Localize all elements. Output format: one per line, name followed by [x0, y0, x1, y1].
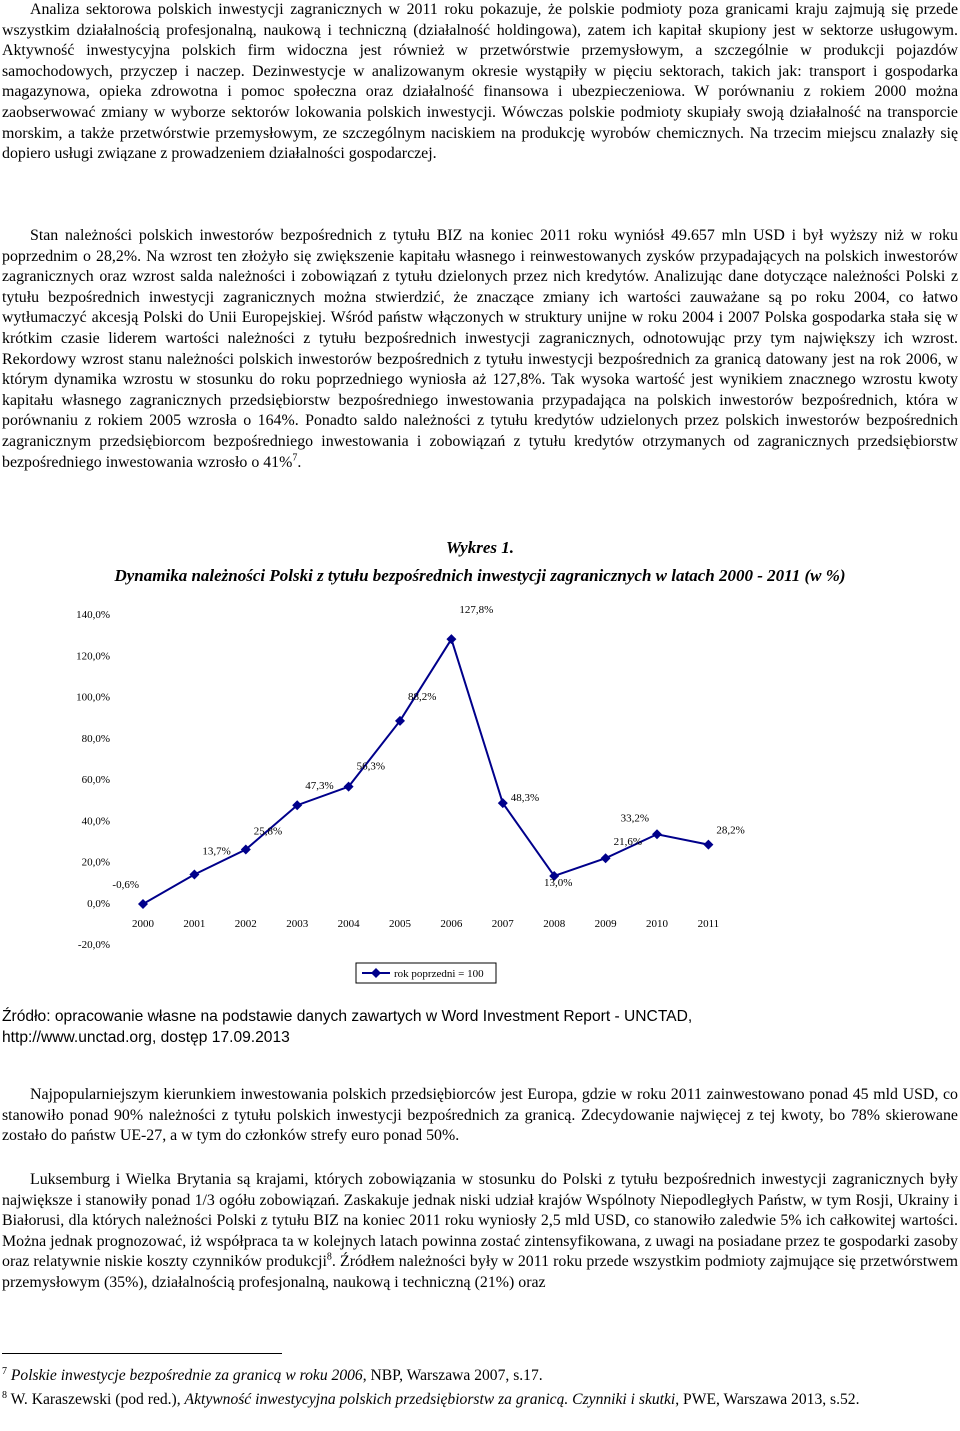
y-tick-label: 40,0%	[81, 815, 110, 828]
y-tick-label: 20,0%	[81, 856, 110, 869]
paragraph-sector-analysis	[2, 0, 958, 165]
source-line-1: Źródło: opracowanie własne na podstawie danych zawartych w Word Investment Report - UNCTAD,	[2, 1008, 693, 1025]
paragraph-text: Luksemburg i Wielka Brytania są krajami, których zobowiązania w stosunku do Polski z tytułu bezpośrednich inwestycji zagranicznych były największe i stanowiły ponad 1/3 ogółu zobowiązań. Zaskakuje jednak niski udział krajów Wspólnoty Niepodległych Państw, w tym Rosji, Ukrainy i Białorusi, dla których należności Polski z tytułu BIZ na koniec 2011 roku wyniosły 2,5 mld USD, co stanowiło zaledwie 5% ich całkowitej wartości. Można jednak prognozować, iż współpraca ta w kolejnych latach powinna zostać zintensyfikowana, z uwagi na posiadane przez te gospodarki zasoby oraz relatywnie niskie koszty czynników produkcji	[2, 1171, 958, 1271]
footnote-ref-8[interactable]: 8	[326, 1252, 332, 1264]
data-label: 56,3%	[356, 760, 386, 773]
y-tick-label: -20,0%	[77, 939, 110, 951]
y-tick-label: 120,0%	[76, 650, 110, 663]
data-label: 25,8%	[253, 825, 283, 838]
y-tick-label: 0,0%	[87, 897, 110, 910]
x-tick-label: 2007	[491, 917, 514, 930]
legend-label: rok poprzedni = 100	[394, 968, 484, 980]
data-point	[138, 899, 148, 909]
footnote-8	[2, 1386, 958, 1409]
x-tick-label: 2008	[543, 917, 566, 930]
data-point	[601, 853, 611, 863]
chart-svg	[40, 600, 800, 990]
data-label: 88,2%	[408, 690, 437, 703]
data-point	[446, 634, 456, 644]
footnote-number: 7	[2, 1366, 7, 1377]
data-label: -0,6%	[112, 878, 139, 891]
x-tick-label: 2009	[594, 917, 617, 930]
footnote-title: Polskie inwestycje bezpośrednie za granicą w roku 2006	[10, 1367, 363, 1385]
y-tick-label: 80,0%	[81, 732, 110, 745]
data-label: 47,3%	[305, 780, 334, 793]
paragraph-text: Stan należności polskich inwestorów bezpośrednich z tytułu BIZ na koniec 2011 roku wyniósł 49.657 mln USD i był wyższy niż w roku poprzednim o 28,2%. Na wzrost ten złożyło się zwiększenie kapitału własnego i reinwestowanych zysków przypadających na polskich inwestorów zagranicznych oraz wzrost salda należności i zobowiązań z tytułu dzielonych przez nich kredytów. Analizując dane dotyczące należności Polski z tytułu bezpośrednich inwestycji zagranicznych można stwierdzić, że znaczące zmiany ich wartości zauważane są po roku 2004, co łatwo wytłumaczyć akcesją Polski do Unii Europejskiej. Wśród państw włączonych w struktury unijne w roku 2004 i 2007 Polska gospodarka stała się w krótkim czasie liderem wartości należności z tytułu bezpośrednich inwestycji zagranicznych, odnotowując przy tym największy ich wzrost. Rekordowy wzrost stanu należności polskich inwestorów bezpośrednich z tytułu inwestycji bezpośrednich za granicą datowany jest na rok 2006, w którym dynamika wzrostu w stosunku do roku poprzedniego wyniosła aż 127,8%. Tak wysoka wartość jest wynikiem znacznego wzrostu kwoty kapitału własnego zagranicznych przedsiębiorstw bezpośredniego inwestowania przypadająca na polskich inwestorów bezpośrednich, która w porównaniu z rokiem 2005 wzrosła o 164%. Ponadto saldo należności z tytułu kredytów udzielonych przez polskich inwestorów bezpośrednich zagranicznym przedsiębiorcom bezpośredniego inwestowania i zobowiązań z tytułu kredytów otrzymanych od zagranicznych przedsiębiorstw bezpośredniego inwestowania wzrosło o 41%	[2, 227, 958, 471]
data-point	[652, 829, 662, 839]
x-tick-label: 2003	[286, 917, 309, 930]
paragraph-text: Analiza sektorowa polskich inwestycji zagranicznych w 2011 roku pokazuje, że polskie podmioty poza granicami kraju zajmują się przede wszystkim działalnością profesjonalną, naukową i techniczną (działalność holdingowa), zatem ich kapitał skupiony jest w sektorze usługowym. Aktywność inwestycyjna polskich firm widoczna jest również w przetwórstwie przemysłowym, a szczególnie w produkcji pojazdów samochodowych, przyczep i naczep. Dezinwestycje w analizowanym okresie wystąpiły w pięciu sektorach, takich jak: transport i gospodarka magazynowa, opieka zdrowotna i pomoc społeczna oraz działalność finansowa i ubezpieczeniowa. W porównaniu z rokiem 2000 można zaobserwować zmiany w wyborze sektorów lokowania polskich inwestycji. Wówczas polskie podmioty skupiały swoją działalność na transporcie morskim, a także przetwórstwie przemysłowym, ze szczególnym naciskiem na produkcję wyrobów chemicznych. Na trzecim miejscu znalazły się dopiero usługi związane z prowadzeniem działalności gospodarczej.	[2, 1, 958, 163]
x-tick-label: 2010	[646, 917, 668, 930]
y-tick-label: 140,0%	[76, 609, 110, 621]
data-label: 13,0%	[543, 876, 573, 889]
source-note	[2, 1006, 958, 1048]
data-label: 21,6%	[613, 836, 643, 849]
paragraph-fdi-receivables	[2, 226, 958, 473]
x-tick-label: 2001	[183, 917, 206, 930]
x-tick-label: 2000	[132, 917, 154, 930]
footnote-author: W. Karaszewski (pod red.),	[7, 1391, 185, 1409]
y-tick-label: 60,0%	[81, 774, 110, 786]
line-chart	[40, 600, 800, 990]
data-label: 33,2%	[620, 812, 649, 825]
footnote-7	[2, 1362, 958, 1385]
data-point	[189, 869, 199, 879]
footnote-number: 8	[2, 1390, 7, 1401]
footnote-rest: , PWE, Warszawa 2013, s.52.	[675, 1391, 860, 1409]
x-tick-label: 2006	[440, 917, 463, 930]
data-label: 127,8%	[459, 604, 494, 617]
footnote-separator	[2, 1353, 282, 1354]
figure-number: Wykres 1.	[446, 538, 514, 557]
x-tick-label: 2011	[697, 917, 720, 930]
y-tick-label: 100,0%	[76, 691, 110, 704]
footnote-ref-7[interactable]: 7	[292, 452, 298, 464]
footnote-rest: , NBP, Warszawa 2007, s.17.	[362, 1367, 543, 1385]
paragraph-europe-direction	[2, 1085, 958, 1147]
x-tick-label: 2004	[337, 917, 360, 930]
data-label: 28,2%	[716, 824, 745, 837]
data-label: 13,7%	[202, 845, 231, 858]
series-line	[143, 639, 708, 904]
footnote-title: Aktywność inwestycyjna polskich przedsiębiorstw za granicą. Czynniki i skutki	[184, 1391, 676, 1409]
paragraph-luxembourg-uk	[2, 1170, 958, 1294]
data-label: 48,3%	[510, 792, 540, 805]
paragraph-text: Najpopularniejszym kierunkiem inwestowania polskich przedsiębiorców jest Europa, gdzie w roku 2011 zainwestowano ponad 45 mld USD, co stanowiło ponad 90% należności z tytułu polskich inwestycji bezpośrednich za granicą. Zdecydowanie najwięcej z tej kwoty, bo 78% skierowane zostało do państw UE-27, a w tym do członków strefy euro ponad 50%.	[2, 1086, 958, 1145]
paragraph-continuation: . Źródłem należności były w 2011 roku przede wszystkim podmioty zajmujące się przetwórstwem przemysłowym (35%), działalnością profesjonalną, naukową i techniczną (21%) oraz	[2, 1253, 959, 1291]
paragraph-end: .	[297, 453, 302, 471]
x-tick-label: 2002	[234, 917, 257, 930]
figure-title: Dynamika należności Polski z tytułu bezpośrednich inwestycji zagranicznych w latach 2000 - 2011 (w %)	[114, 566, 846, 585]
source-line-2: http://www.unctad.org, dostęp 17.09.2013	[2, 1029, 290, 1046]
data-point	[703, 840, 713, 850]
x-tick-label: 2005	[389, 917, 411, 930]
